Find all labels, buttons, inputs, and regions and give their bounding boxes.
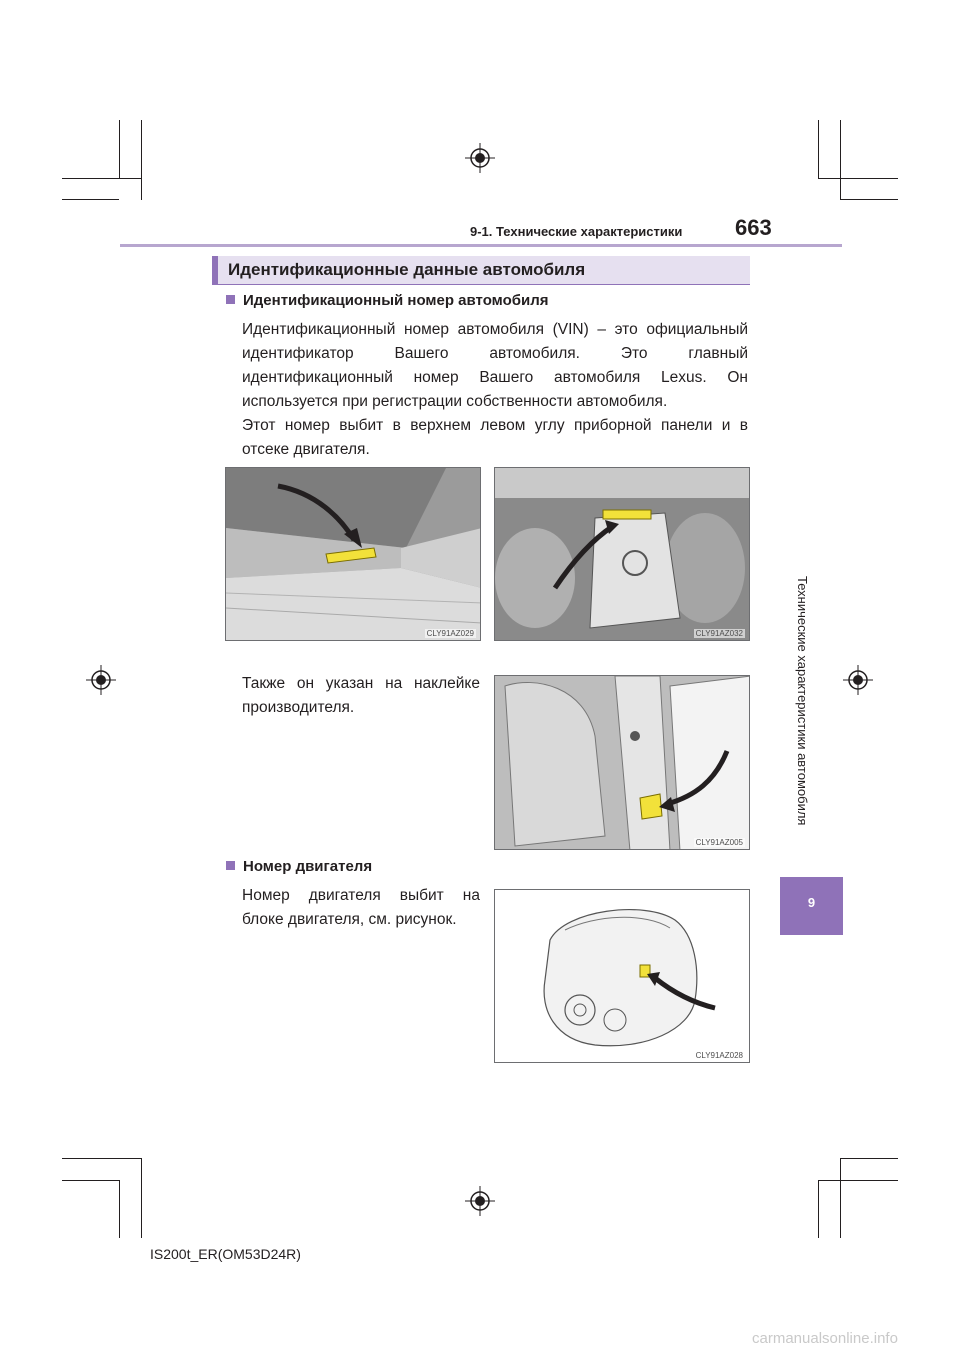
crop-mark-bottom-right-v [818,1180,819,1238]
figure-code-engine-bay: CLY91AZ032 [695,629,743,638]
section-title: Идентификационные данные автомобиля [228,260,586,279]
crop-mark-top-left-h [62,178,141,179]
section-title-bar [212,256,750,284]
vin-paragraph-2: Этот номер выбит в верхнем левом углу приборной панели и в отсеке двигателя. [242,417,748,458]
vin-heading-row [226,292,549,309]
bullet-square-icon [226,861,235,870]
crop-mark-top-right-h [818,178,898,179]
crop-mark-top-right-v [818,120,819,178]
chapter-tab [780,877,843,935]
engine-paragraph: Номер двигателя выбит на блоке двигателя, см. рисунок. [242,887,480,928]
chapter-number: 9 [807,895,816,910]
crop-mark-top-right-h2 [840,199,898,200]
label-paragraph: Также он указан на наклейке производителя. [242,675,480,716]
figure-code-engine: CLY91AZ028 [695,1051,743,1060]
crop-mark-bottom-left-v [119,1180,120,1238]
registration-mark-right [843,665,873,695]
crop-mark-top-right-v2 [840,120,841,200]
figure-door-pillar-label [494,675,750,850]
crop-mark-bottom-right-h2 [840,1158,898,1159]
door-pillar-illustration [495,676,750,850]
figure-engine-number [494,889,750,1063]
engine-bay-illustration [495,468,750,641]
dashboard-illustration [226,468,481,641]
footer-doc-code: IS200t_ER(OM53D24R) [150,1246,301,1262]
crop-mark-top-left-v2 [119,120,120,178]
chapter-sidebar-title: Технические характеристики автомобиля [795,576,810,826]
engine-illustration [495,890,750,1063]
registration-mark-left [86,665,116,695]
figure-engine-bay-vin [494,467,750,641]
crop-mark-top-left-h2 [62,199,119,200]
page-number: 663 [735,215,772,240]
vin-paragraph-1: Идентификационный номер автомобиля (VIN) – это официальный идентификатор Вашего автомобиля. Это главный идентификационный номер Вашего автомобиля Lexus. Он используется при регистрации собственности автомобиля. [242,321,748,410]
vin-heading: Идентификационный номер автомобиля [243,292,549,309]
engine-heading: Номер двигателя [243,858,373,875]
registration-mark-top [465,143,495,173]
header-rule [120,244,842,247]
crop-mark-bottom-right-h [818,1180,898,1181]
crop-mark-bottom-left-h [62,1158,141,1159]
bullet-square-icon [226,295,235,304]
crop-mark-bottom-left-h2 [62,1180,119,1181]
header-section-label: 9-1. Технические характеристики [470,224,683,239]
figure-code-dashboard: CLY91AZ029 [426,629,474,638]
section-underline [212,284,750,285]
figure-code-door-pillar: CLY91AZ005 [695,838,743,847]
crop-mark-bottom-left-v2 [141,1158,142,1238]
figure-dashboard-vin [225,467,481,641]
crop-mark-top-left-v [141,120,142,200]
registration-mark-bottom [465,1186,495,1216]
engine-heading-row [226,858,372,875]
crop-mark-bottom-right-v2 [840,1158,841,1238]
watermark: carmanualsonline.info [752,1330,898,1347]
